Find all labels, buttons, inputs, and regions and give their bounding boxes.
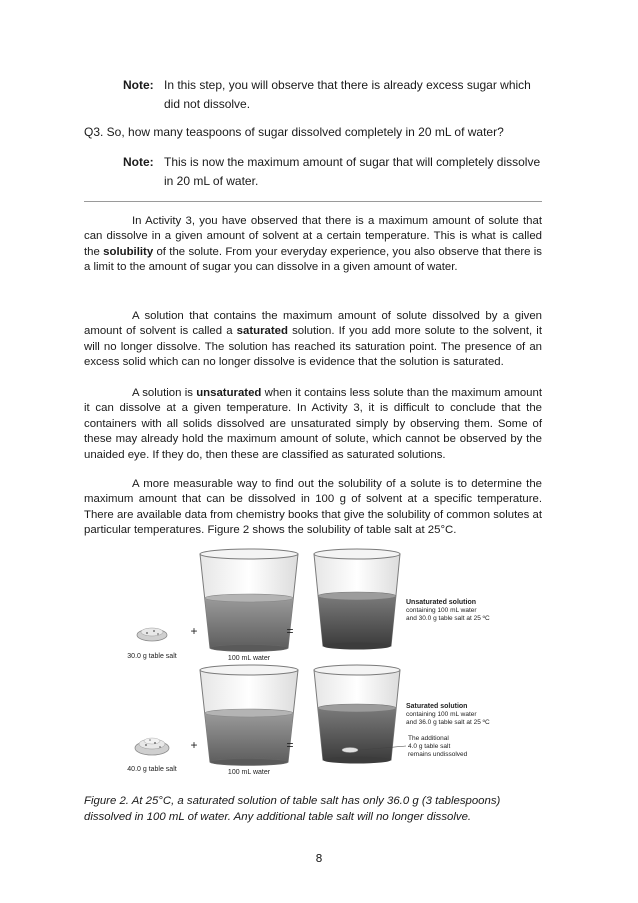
- figure-solubility-diagram: [110, 548, 530, 780]
- undissolved-line-3: remains undissolved: [408, 751, 468, 758]
- equals-sign-bottom: =: [286, 738, 294, 752]
- p2-text-c: solution. If you add more solute to the solvent, it will no longer dissolve. The solution has reached its saturation point. The presence of an excess solid which can no longer dissolve is evidence that the solution is saturated.: [84, 325, 542, 369]
- salt-label-bottom: 40.0 g table salt: [127, 766, 177, 773]
- note-1-text: In this step, you will observe that there is already excess sugar which did not dissolve.: [164, 78, 531, 111]
- saturated-line-1: containing 100 mL water: [406, 711, 477, 718]
- p2-text-a: A solution that contains the maximum amount of solute dissolved by a given amount of solvent is called a: [84, 310, 542, 338]
- plus-sign-top: +: [190, 624, 198, 638]
- unsaturated-title: Unsaturated solution: [406, 599, 477, 606]
- term-saturated: saturated: [236, 325, 288, 338]
- saturated-title: Saturated solution: [406, 703, 468, 710]
- salt-label-top: 30.0 g table salt: [127, 653, 177, 660]
- paragraph-solubility: [84, 214, 542, 276]
- p1-text-c: of the solute. From your everyday experience, you also observe that there is a limit to the amount of sugar you can dissolve in a given amount of water.: [84, 245, 542, 274]
- unsaturated-line-1: containing 100 mL water: [406, 607, 477, 614]
- beaker-unsaturated-solution: [314, 549, 400, 650]
- water-label-top: 100 mL water: [227, 655, 271, 662]
- water-label-bottom: 100 mL water: [227, 769, 271, 776]
- paragraph-unsaturated: [84, 386, 542, 463]
- question-3: Q3. So, how many teaspoons of sugar dissolved completely in 20 mL of water?: [84, 125, 504, 139]
- undissolved-line-2: 4.0 g table salt: [408, 743, 451, 750]
- beaker-saturated-solution: [314, 665, 400, 764]
- unsaturated-line-2: and 30.0 g table salt at 25 ºC: [406, 615, 490, 622]
- p1-text-a: In Activity 3, you have observed that there is a maximum amount of solute that can dissolve in a given amount of solvent at a certain temperature. This is what is called the: [84, 215, 542, 258]
- paragraph-saturated: [84, 309, 542, 371]
- term-unsaturated: unsaturated: [196, 387, 262, 399]
- figure-caption: Figure 2. At 25°C, a saturated solution of table salt has only 36.0 g (3 tablespoons) dissolved in 100 mL of water. Any additional table salt will no longer dissolve.: [84, 795, 501, 823]
- term-solubility: solubility: [103, 245, 154, 258]
- page-number: 8: [315, 852, 323, 865]
- p3-text-a: A solution is: [132, 387, 197, 399]
- p3-text-c: when it contains less solute than the maximum amount it can dissolve at a given temperature. In Activity 3, it is difficult to conclude that the containers with all solids dissolved are unsaturated simply by observing them. Some of these may already hold the maximum amount of solute, which cannot be observed by the unaided eye. If they do, then these are classified as saturated solutions.: [84, 387, 542, 461]
- salt-pile-bottom: [135, 738, 169, 755]
- note-2-label: Note:: [123, 155, 154, 169]
- beaker-water-bottom: [200, 665, 298, 766]
- beaker-water-top: [200, 549, 298, 652]
- paragraph-measurable: A more measurable way to find out the solubility of a solute is to determine the maximum amount that can be dissolved in 100 g of solvent at a specific temperature. There are available data from chemistry books that give the solubility of common solutes at particular temperatures. Figure 2 shows the solubility of table salt at 25°C.: [84, 478, 542, 537]
- undissolved-line-1: The additional: [408, 735, 449, 742]
- section-divider: [84, 201, 542, 202]
- salt-pile-top: [137, 628, 167, 641]
- saturated-line-2: and 36.0 g table salt at 25 ºC: [406, 719, 490, 726]
- note-2-text: This is now the maximum amount of sugar that will completely dissolve in 20 mL of water.: [164, 155, 541, 188]
- note-1-label: Note:: [123, 78, 154, 92]
- plus-sign-bottom: +: [190, 738, 198, 752]
- undissolved-salt: [342, 748, 358, 753]
- equals-sign-top: =: [286, 624, 294, 638]
